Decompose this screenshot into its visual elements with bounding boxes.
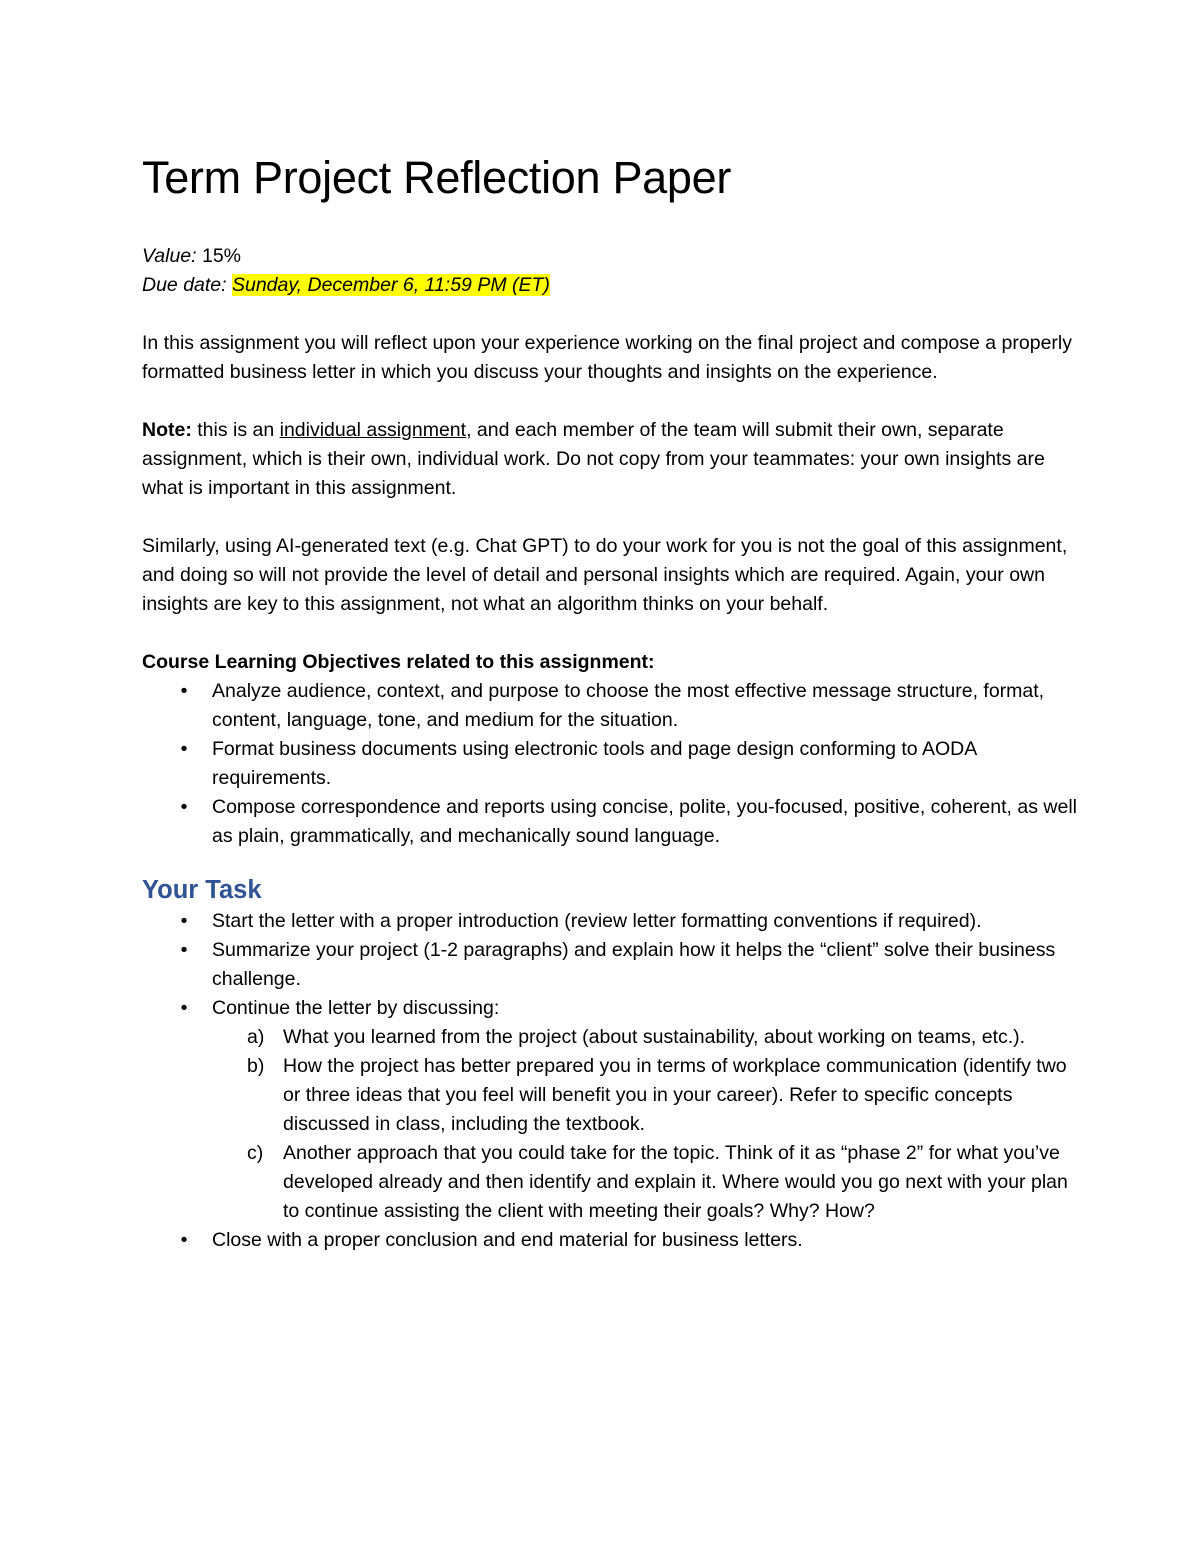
task-heading: Your Task <box>142 876 262 904</box>
list-item <box>142 735 1082 793</box>
list-item <box>212 1052 1082 1139</box>
value-amount: 15% <box>196 245 242 267</box>
ai-paragraph: Similarly, using AI-generated text (e.g. Chat GPT) to do your work for you is not the goal of this assignment, and doing so will not provide the level of detail and personal insights which are required. Again, your own insights are key to this assignment, not what an algorithm thinks on your behalf. <box>142 535 1068 615</box>
subtask-marker: c) <box>247 1142 264 1164</box>
task-text: Summarize your project (1-2 paragraphs) and explain how it helps the “client” solve their business challenge. <box>212 939 1056 990</box>
bullet-icon: • <box>180 796 188 818</box>
note-text-pre: this is an <box>191 419 280 441</box>
bullet-icon: • <box>180 738 188 760</box>
intro-paragraph: In this assignment you will reflect upon your experience working on the final project and compose a properly formatted business letter in which you discuss your thoughts and insights on the experience. <box>142 332 1073 383</box>
subtask-list <box>212 1023 1082 1226</box>
list-item <box>212 1023 1082 1052</box>
document-page <box>142 148 1082 1255</box>
list-item <box>142 677 1082 735</box>
value-label: Value: <box>142 245 197 267</box>
list-item <box>142 1226 1082 1255</box>
list-item <box>212 1139 1082 1226</box>
bullet-icon: • <box>180 939 188 961</box>
note-underlined-text: individual assignment <box>279 419 467 441</box>
subtask-marker: a) <box>247 1026 265 1048</box>
objectives-list <box>142 677 1082 851</box>
due-date-value: Sunday, December 6, 11:59 PM (ET) <box>231 274 550 296</box>
task-list <box>142 907 1082 1255</box>
bullet-icon: • <box>180 997 188 1019</box>
list-item <box>142 994 1082 1226</box>
task-text: Start the letter with a proper introduction (review letter formatting conventions if required). <box>212 910 982 932</box>
subtask-text: How the project has better prepared you in terms of workplace communication (identify two or three ideas that you feel will benefit you in your career). Refer to specific concepts discussed in class, including the textbook. <box>283 1055 1067 1135</box>
bullet-icon: • <box>180 1229 188 1251</box>
list-item <box>142 936 1082 994</box>
subtask-text: Another approach that you could take for the topic. Think of it as “phase 2” for what you’ve developed already and then identify and explain it. Where would you go next with your plan to continue assisting the client with meeting their goals? Why? How? <box>283 1142 1068 1222</box>
task-text: Close with a proper conclusion and end material for business letters. <box>212 1229 803 1251</box>
list-item <box>142 793 1082 851</box>
objective-text: Compose correspondence and reports using concise, polite, you-focused, positive, coherent, as well as plain, grammatically, and mechanically sound language. <box>212 796 1077 847</box>
list-item <box>142 907 1082 936</box>
note-label: Note: <box>142 419 192 441</box>
value-line <box>142 242 1082 271</box>
note-text-post: , and each member of the team will submit their own, separate assignment, which is their own, individual work. Do not copy from your teammates: your own insights are what is important in this assignment. <box>142 419 1045 499</box>
document-title: Term Project Reflection Paper <box>142 152 732 203</box>
subtask-text: What you learned from the project (about sustainability, about working on teams, etc.). <box>283 1026 1026 1048</box>
objective-text: Format business documents using electronic tools and page design conforming to AODA requirements. <box>212 738 977 789</box>
objectives-heading: Course Learning Objectives related to this assignment: <box>142 651 655 673</box>
bullet-icon: • <box>180 910 188 932</box>
note-paragraph <box>142 416 1082 503</box>
due-date-line <box>142 271 1082 300</box>
bullet-icon: • <box>180 680 188 702</box>
due-date-label: Due date: <box>142 274 227 296</box>
subtask-marker: b) <box>247 1055 265 1077</box>
objective-text: Analyze audience, context, and purpose to choose the most effective message structure, format, content, language, tone, and medium for the situation. <box>212 680 1045 731</box>
task-text: Continue the letter by discussing: <box>212 997 500 1019</box>
